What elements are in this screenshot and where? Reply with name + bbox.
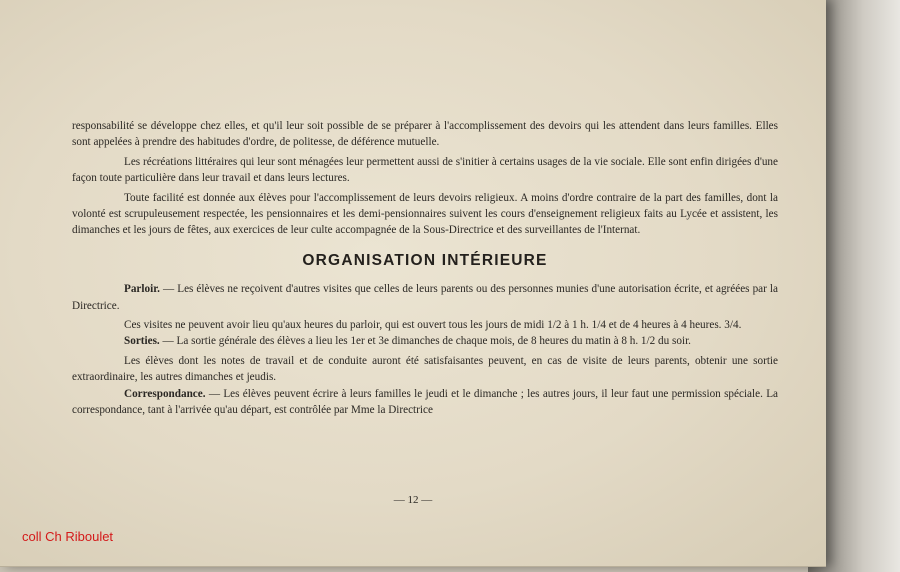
correspondance-label: Correspondance. [124,387,206,400]
paragraph-devoirs-religieux: Toute facilité est donnée aux élèves pour l'accomplissement de leurs devoirs religieux. A moins d'ordre contraire de la part des familles, dont la volonté est scrupuleusement respectée, les pensionnaires et les demi-pensionnaires suivent les cours d'enseignement religieux faits au Lycée et assistent, les dimanches et les jours de fêtes, aux exercices de leur culte accompagnée de la Sous-Directrice et des surveillantes de l'Internat. [72,191,778,237]
page-number: — 12 — [393,494,433,506]
sorties-label: Sorties. [124,335,160,348]
correspondance-text: — Les élèves peuvent écrire à leurs familles le jeudi et le dimanche ; les autres jours, il leur faut une permission spéciale. La correspondance, tant à l'arrivée qu'au départ, est contrôlée par Mme la Directrice [72,387,778,417]
paragraph-correspondance [72,386,778,419]
sorties-text: — La sortie générale des élèves a lieu les 1er et 3e dimanches de chaque mois, de 8 heures du matin à 8 h. 1/2 du soir. [159,335,691,348]
section-heading: ORGANISATION INTÉRIEURE [302,251,548,269]
paragraph-parloir [72,281,778,314]
paragraph-recreations: Les récréations littéraires qui leur sont ménagées leur permettent aussi de s'initier à certains usages de la vie sociale. Elle sont enfin dirigées d'une façon toute particulière dans leur travail et dans leurs lectures. [72,155,778,185]
paragraph-visites: Ces visites ne peuvent avoir lieu qu'aux heures du parloir, qui est ouvert tous les jours de midi 1/2 à 1 h. 1/4 et de 4 heures à 4 heures. 3/4. [124,319,742,332]
paragraph-sorties [72,333,778,349]
paragraph-responsabilite: responsabilité se développe chez elles, et qu'il leur soit possible de se préparer à l'accomplissement des devoirs qui les attendent dans leurs familles. Elles sont appelées à prendre des habitudes d'ordre, de politesse, de déférence mutuelle. [72,120,778,149]
parloir-text: — Les élèves ne reçoivent d'autres visites que celles de leurs parents ou des personnes munies d'une autorisation écrite, et agréées par la Directrice. [72,283,778,312]
page-text [72,118,778,419]
parloir-label: Parloir. [124,283,160,296]
paragraph-sortie-extraordinaire: Les élèves dont les notes de travail et de conduite auront été satisfaisantes peuvent, en cas de visite de leurs parents, obtenir une sortie extraordinaire, les autres dimanches et jeudis. [72,354,778,384]
collection-credit: coll Ch Riboulet [22,529,114,544]
